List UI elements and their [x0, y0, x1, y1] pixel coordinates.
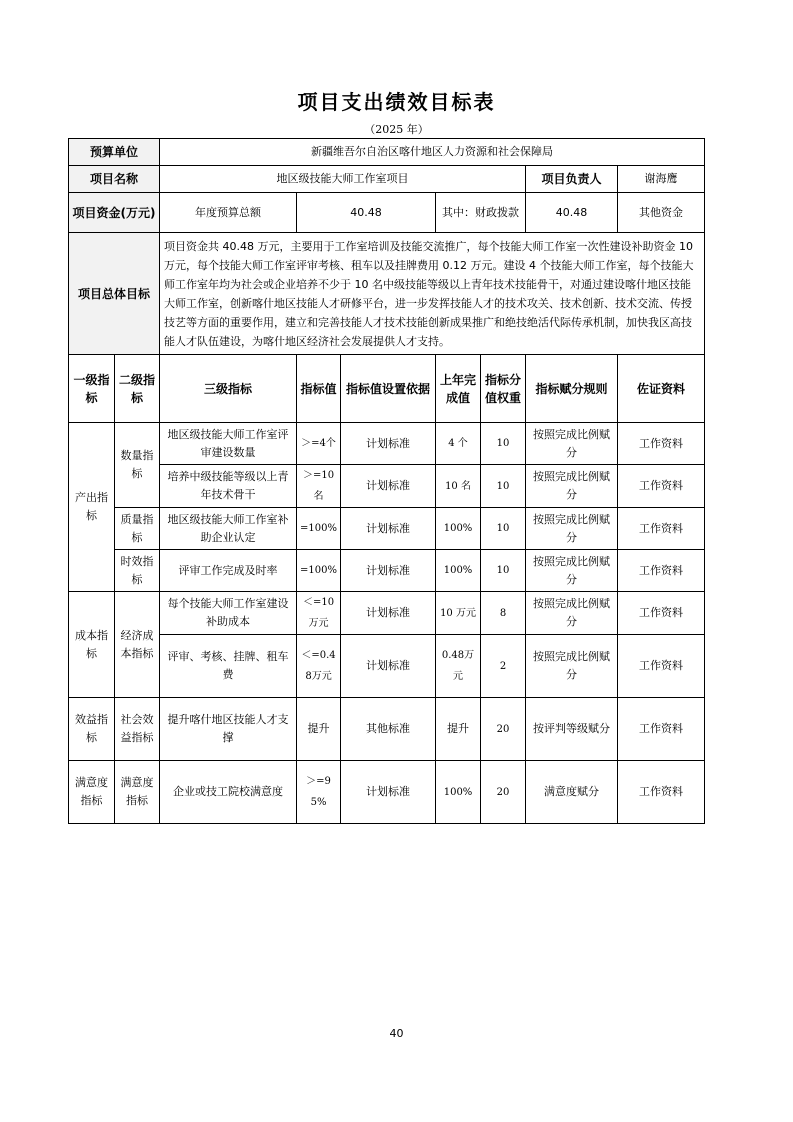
overall-goal-text: 项目资金共 40.48 万元，主要用于工作室培训及技能交流推广，每个技能大师工作室一次性建设补助资金 10 万元，每个技能大师工作室评审考核、租车以及挂牌费用 0.12 万元。建设 4 个技能大师工作室，每个技能大师工作室年均为社会或企业培养不少于 10 名中级技能等级以上青年技术技能骨干，对通过建设喀什地区技能大师工作室，创新喀什地区技能人才研修平台，进一步发挥技能人才的技术攻关、技术创新、技术交流、传授技艺等方面的重要作用，建立和完善技能人才技术技能创新成果推广和绝技绝活代际传承机制，加快我区高技能人才队伍建设，为喀什地区经济社会发展提供人才支持。	[160, 233, 705, 355]
value-cell: ＞=95%	[297, 761, 341, 824]
level3-cell: 地区级技能大师工作室评审建设数量	[160, 423, 297, 465]
table-row	[69, 698, 705, 761]
weight-cell: 10	[481, 465, 526, 508]
value-cell: ＜=0.48万元	[297, 635, 341, 698]
last-year-cell: 0.48万元	[436, 635, 481, 698]
weight-cell: 20	[481, 761, 526, 824]
basis-cell: 其他标准	[341, 698, 436, 761]
col-evidence: 佐证资料	[618, 355, 705, 423]
basis-cell: 计划标准	[341, 508, 436, 550]
table-row	[69, 592, 705, 635]
funds-label: 项目资金(万元)	[69, 193, 160, 233]
value-cell: =100%	[297, 508, 341, 550]
weight-cell: 8	[481, 592, 526, 635]
basis-cell: 计划标准	[341, 592, 436, 635]
basis-cell: 计划标准	[341, 635, 436, 698]
table-row	[69, 635, 705, 698]
rule-cell: 按照完成比例赋分	[526, 423, 618, 465]
table-row	[69, 423, 705, 465]
evidence-cell: 工作资料	[618, 508, 705, 550]
performance-goal-table	[68, 138, 705, 824]
weight-cell: 10	[481, 508, 526, 550]
col-value: 指标值	[297, 355, 341, 423]
overall-goal-label: 项目总体目标	[69, 233, 160, 355]
rule-cell: 按照完成比例赋分	[526, 465, 618, 508]
project-name-value: 地区级技能大师工作室项目	[160, 166, 526, 193]
col-basis: 指标值设置依据	[341, 355, 436, 423]
value-cell: 提升	[297, 698, 341, 761]
col-level3: 三级指标	[160, 355, 297, 423]
fiscal-value: 40.48	[526, 193, 618, 233]
annual-budget-value: 40.48	[297, 193, 436, 233]
evidence-cell: 工作资料	[618, 761, 705, 824]
level3-cell: 评审工作完成及时率	[160, 550, 297, 592]
level2-cell: 满意度指标	[115, 761, 160, 824]
evidence-cell: 工作资料	[618, 592, 705, 635]
level2-cell: 经济成本指标	[115, 592, 160, 698]
other-funds-label: 其他资金	[618, 193, 705, 233]
document-year: （2025 年）	[364, 123, 429, 136]
value-cell: =100%	[297, 550, 341, 592]
last-year-cell: 100%	[436, 550, 481, 592]
rule-cell: 按照完成比例赋分	[526, 592, 618, 635]
page-number: 40	[389, 1027, 404, 1040]
level3-cell: 每个技能大师工作室建设补助成本	[160, 592, 297, 635]
project-leader-value: 谢海鹰	[618, 166, 705, 193]
rule-cell: 按照完成比例赋分	[526, 550, 618, 592]
table-row	[69, 465, 705, 508]
rule-cell: 满意度赋分	[526, 761, 618, 824]
level3-cell: 评审、考核、挂牌、租车费	[160, 635, 297, 698]
level3-cell: 培养中级技能等级以上青年技术骨干	[160, 465, 297, 508]
value-cell: ＞=10名	[297, 465, 341, 508]
col-weight: 指标分值权重	[481, 355, 526, 423]
rule-cell: 按评判等级赋分	[526, 698, 618, 761]
col-last-year: 上年完成值	[436, 355, 481, 423]
col-scoring-rule: 指标赋分规则	[526, 355, 618, 423]
fiscal-label: 其中：财政拨款	[436, 193, 526, 233]
level3-cell: 提升喀什地区技能人才支撑	[160, 698, 297, 761]
evidence-cell: 工作资料	[618, 635, 705, 698]
last-year-cell: 100%	[436, 508, 481, 550]
budget-unit-label: 预算单位	[69, 139, 160, 166]
level1-cell: 效益指标	[69, 698, 115, 761]
table-row	[69, 761, 705, 824]
value-cell: ＜=10万元	[297, 592, 341, 635]
last-year-cell: 提升	[436, 698, 481, 761]
rule-cell: 按照完成比例赋分	[526, 508, 618, 550]
basis-cell: 计划标准	[341, 423, 436, 465]
evidence-cell: 工作资料	[618, 550, 705, 592]
col-level1: 一级指标	[69, 355, 115, 423]
level2-cell: 数量指标	[115, 423, 160, 508]
annual-budget-label: 年度预算总额	[160, 193, 297, 233]
value-cell: ＞=4个	[297, 423, 341, 465]
weight-cell: 2	[481, 635, 526, 698]
evidence-cell: 工作资料	[618, 465, 705, 508]
level2-cell: 时效指标	[115, 550, 160, 592]
budget-unit-value: 新疆维吾尔自治区喀什地区人力资源和社会保障局	[160, 139, 705, 166]
evidence-cell: 工作资料	[618, 698, 705, 761]
level3-cell: 企业或技工院校满意度	[160, 761, 297, 824]
table-row	[69, 508, 705, 550]
level1-cell: 产出指标	[69, 423, 115, 592]
project-leader-label: 项目负责人	[526, 166, 618, 193]
level2-cell: 质量指标	[115, 508, 160, 550]
weight-cell: 10	[481, 423, 526, 465]
basis-cell: 计划标准	[341, 761, 436, 824]
weight-cell: 10	[481, 550, 526, 592]
evidence-cell: 工作资料	[618, 423, 705, 465]
level1-cell: 成本指标	[69, 592, 115, 698]
level3-cell: 地区级技能大师工作室补助企业认定	[160, 508, 297, 550]
last-year-cell: 10 万元	[436, 592, 481, 635]
last-year-cell: 4 个	[436, 423, 481, 465]
level2-cell: 社会效益指标	[115, 698, 160, 761]
level1-cell: 满意度指标	[69, 761, 115, 824]
basis-cell: 计划标准	[341, 465, 436, 508]
last-year-cell: 100%	[436, 761, 481, 824]
project-name-label: 项目名称	[69, 166, 160, 193]
rule-cell: 按照完成比例赋分	[526, 635, 618, 698]
col-level2: 二级指标	[115, 355, 160, 423]
last-year-cell: 10 名	[436, 465, 481, 508]
table-row	[69, 550, 705, 592]
document-title: 项目支出绩效目标表	[297, 90, 496, 114]
basis-cell: 计划标准	[341, 550, 436, 592]
weight-cell: 20	[481, 698, 526, 761]
